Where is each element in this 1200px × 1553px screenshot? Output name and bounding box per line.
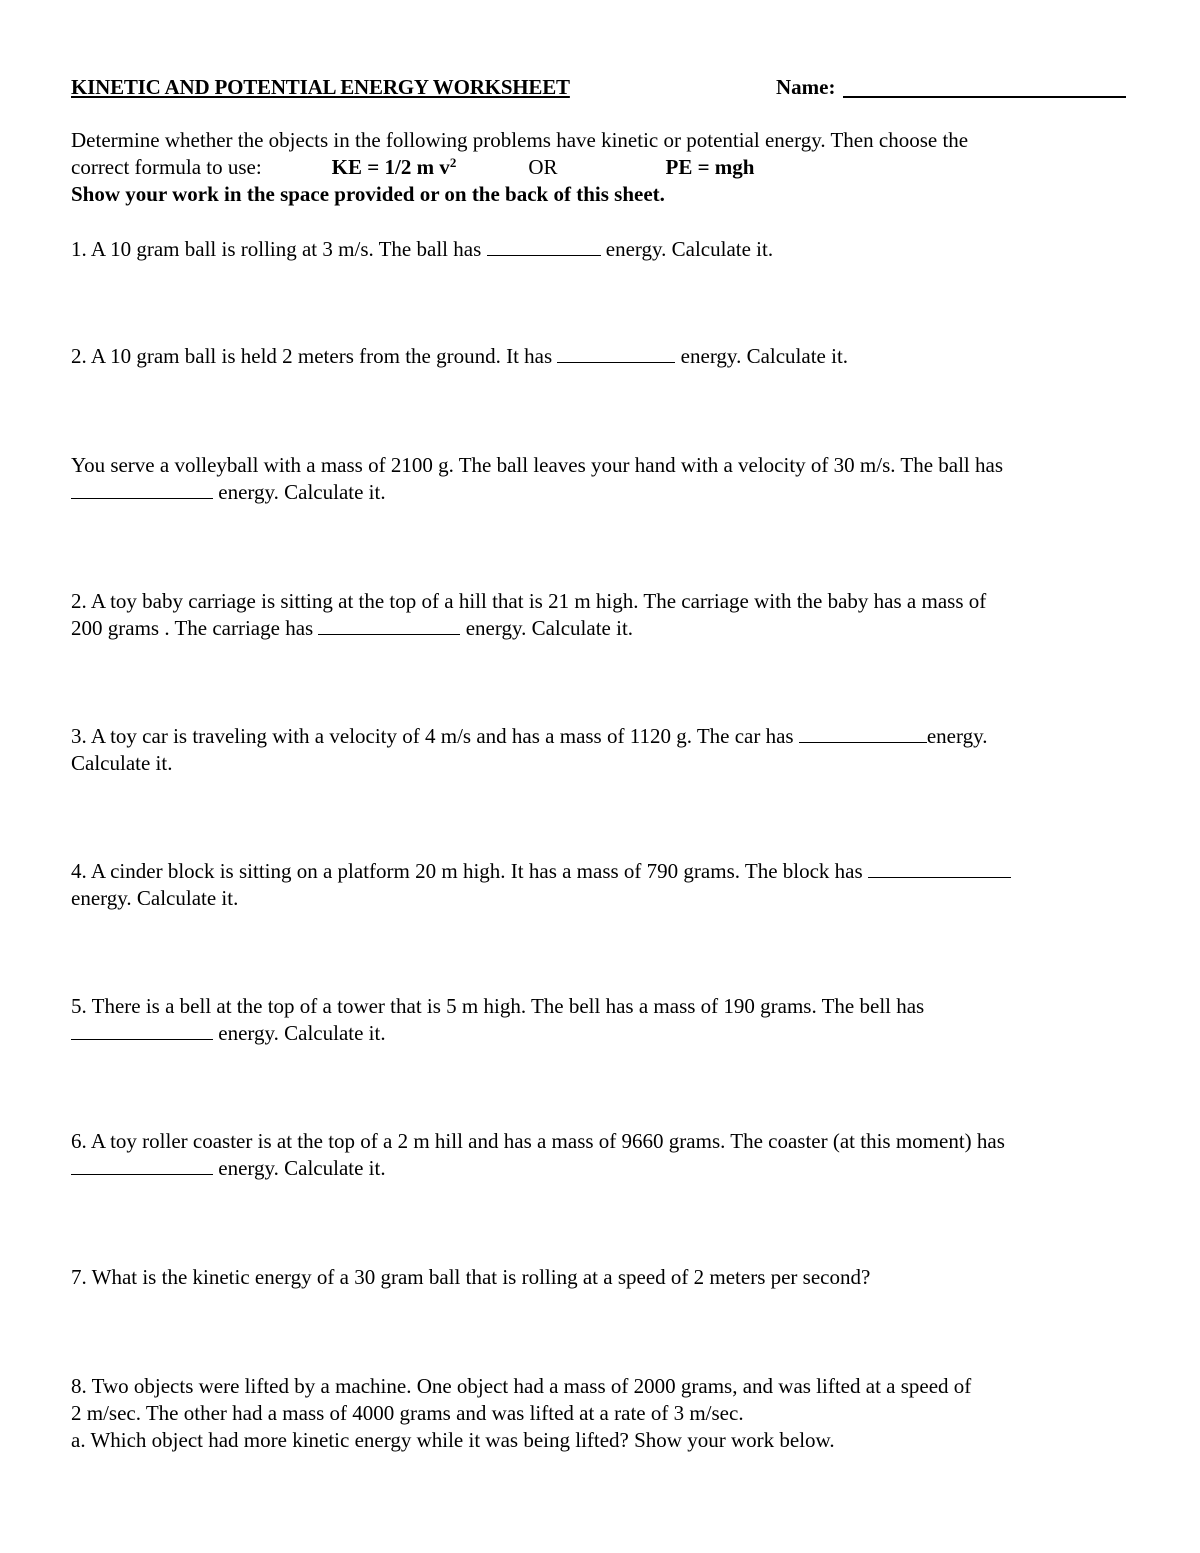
instructions-line-3: Show your work in the space provided or on the back of this sheet.	[71, 182, 665, 206]
problem-5-line-1: 5. There is a bell at the top of a tower that is 5 m high. The bell has a mass of 190 grams. The bell has	[71, 994, 925, 1018]
problem-volleyball-line-2: energy. Calculate it.	[71, 479, 386, 506]
answer-blank-4[interactable]	[868, 858, 1011, 878]
problem-6-line-1: 6. A toy roller coaster is at the top of a 2 m hill and has a mass of 9660 grams. The coaster (at this moment) has	[71, 1129, 1005, 1153]
answer-blank-6[interactable]	[71, 1155, 213, 1175]
answer-blank-carriage[interactable]	[318, 615, 460, 635]
problem-8-line-1: 8. Two objects were lifted by a machine. One object had a mass of 2000 grams, and was lifted at a speed of	[71, 1374, 972, 1398]
problem-carriage-line-2: 200 grams . The carriage has energy. Calculate it.	[71, 616, 634, 640]
answer-blank-2[interactable]	[557, 343, 675, 363]
problem-3-line-2: Calculate it.	[71, 751, 173, 775]
answer-blank-3[interactable]	[799, 723, 927, 743]
problem-1: 1. A 10 gram ball is rolling at 3 m/s. The ball has energy. Calculate it.	[71, 237, 774, 261]
problem-8-line-2: 2 m/sec. The other had a mass of 4000 grams and was lifted at a rate of 3 m/sec.	[71, 1401, 744, 1425]
pe-formula: PE = mgh	[665, 155, 755, 179]
problem-5-line-2: energy. Calculate it.	[71, 1020, 386, 1047]
problem-8-part-a: a. Which object had more kinetic energy while it was being lifted? Show your work below.	[71, 1428, 835, 1452]
problem-4-line-2: energy. Calculate it.	[71, 886, 239, 910]
problem-6-line-2: energy. Calculate it.	[71, 1155, 386, 1182]
name-field[interactable]	[843, 96, 1126, 98]
or-label: OR	[528, 155, 558, 179]
formula-prompt: correct formula to use:	[71, 155, 262, 179]
answer-blank-1[interactable]	[487, 236, 601, 256]
ke-formula: KE = 1/2 m $v^2$	[331, 155, 457, 179]
answer-blank-volleyball[interactable]	[71, 479, 213, 499]
instructions-line-2	[71, 154, 754, 181]
problem-4-line-1: 4. A cinder block is sitting on a platform 20 m high. It has a mass of 790 grams. The block has	[71, 858, 1011, 885]
problem-carriage-line-1: 2. A toy baby carriage is sitting at the top of a hill that is 21 m high. The carriage with the baby has a mass of	[71, 589, 987, 613]
problem-7: 7. What is the kinetic energy of a 30 gram ball that is rolling at a speed of 2 meters per second?	[71, 1265, 871, 1289]
answer-blank-5[interactable]	[71, 1020, 213, 1040]
worksheet-title: KINETIC AND POTENTIAL ENERGY WORKSHEET	[71, 75, 570, 99]
problem-2: 2. A 10 gram ball is held 2 meters from the ground. It has energy. Calculate it.	[71, 344, 849, 368]
instructions-line-1: Determine whether the objects in the following problems have kinetic or potential energy. Then choose the	[71, 128, 969, 152]
problem-volleyball-line-1: You serve a volleyball with a mass of 2100 g. The ball leaves your hand with a velocity of 30 m/s. The ball has	[71, 453, 1003, 477]
name-label: Name:	[776, 75, 836, 99]
problem-3-line-1: 3. A toy car is traveling with a velocity of 4 m/s and has a mass of 1120 g. The car has energy.	[71, 724, 988, 748]
